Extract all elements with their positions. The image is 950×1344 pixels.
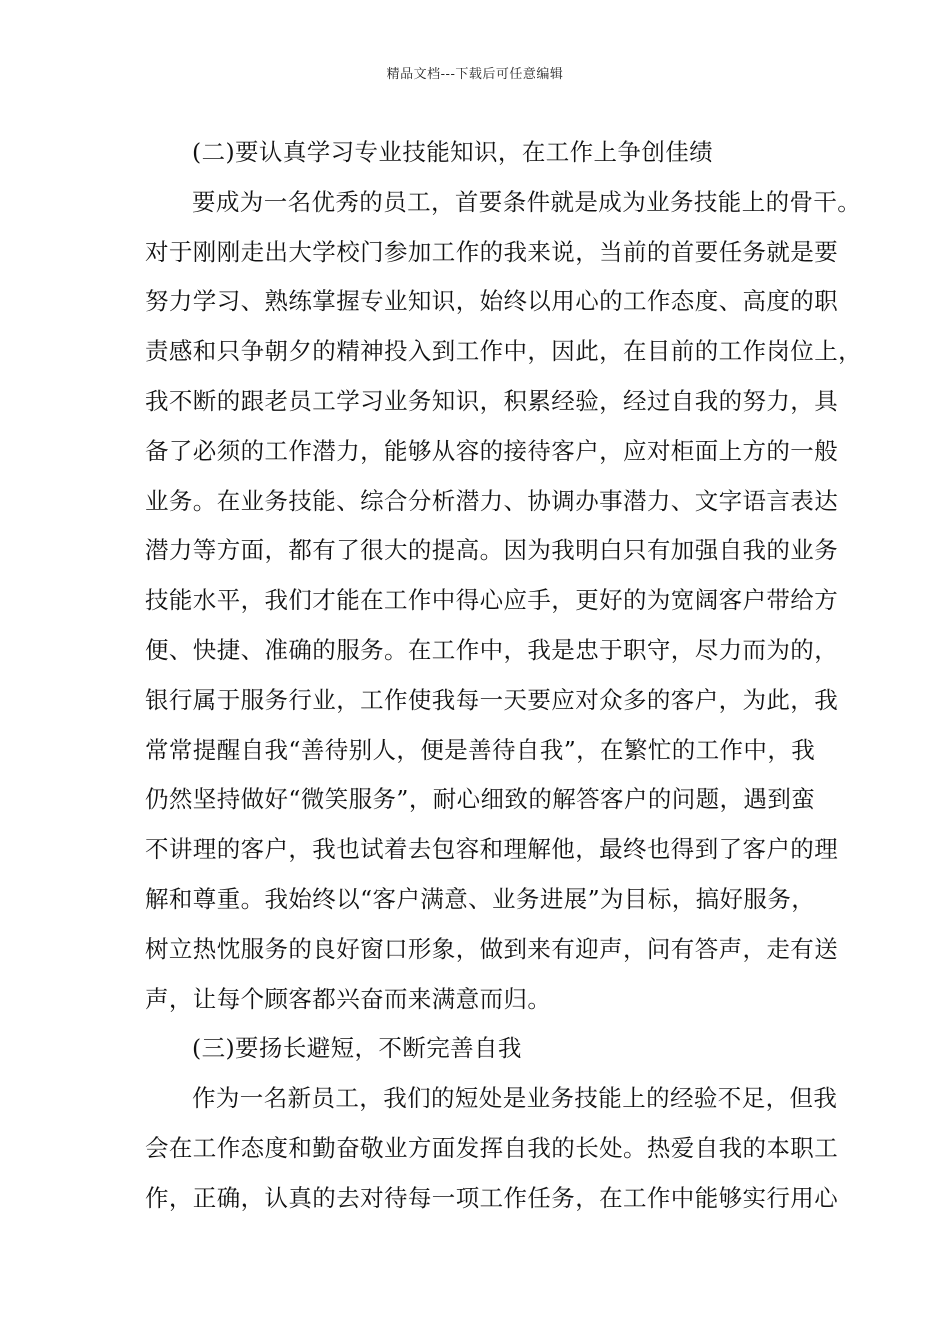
paragraph-line: 业务。在业务技能、综合分析潜力、协调办事潜力、文字语言表达 — [145, 486, 839, 515]
paragraph-line: 银行属于服务行业，工作使我每一天要应对众多的客户，为此，我 — [145, 685, 839, 714]
section-heading: (三)要扬长避短，不断完善自我 — [192, 1034, 522, 1063]
section-heading: (二)要认真学习专业技能知识，在工作上争创佳绩 — [192, 138, 714, 166]
paragraph-line: 努力学习、熟练掌握专业知识，始终以用心的工作态度、高度的职 — [145, 287, 839, 316]
paragraph-line: 对于刚刚走出大学校门参加工作的我来说，当前的首要任务就是要 — [145, 237, 839, 266]
paragraph-line: 备了必须的工作潜力，能够从容的接待客户，应对柜面上方的一般 — [145, 436, 839, 465]
paragraph-line: 便、快捷、准确的服务。在工作中，我是忠于职守，尽力而为的， — [145, 635, 839, 664]
paragraph-line: 树立热忱服务的良好窗口形象，做到来有迎声，问有答声，走有送 — [145, 934, 839, 963]
paragraph-line: 潜力等方面，都有了很大的提高。因为我明白只有加强自我的业务 — [145, 536, 839, 565]
paragraph-line: 作，正确，认真的去对待每一项工作任务，在工作中能够实行用心 — [145, 1183, 839, 1212]
page-header: 精品文档---下载后可任意编辑 — [386, 67, 564, 82]
paragraph-line: 技能水平，我们才能在工作中得心应手，更好的为宽阔客户带给方 — [145, 586, 839, 615]
paragraph-line: 不讲理的客户，我也试着去包容和理解他，最终也得到了客户的理 — [145, 835, 839, 864]
paragraph-line: 我不断的跟老员工学习业务知识，积累经验，经过自我的努力，具 — [145, 386, 839, 415]
paragraph-line: 作为一名新员工，我们的短处是业务技能上的经验不足，但我 — [192, 1084, 838, 1113]
document-body — [145, 135, 862, 1231]
paragraph-line: 声，让每个顾客都兴奋而来满意而归。 — [145, 984, 552, 1013]
paragraph-line: 仍然坚持做好“微笑服务”，耐心细致的解答客户的问题，遇到蛮 — [145, 785, 816, 814]
paragraph-line: 会在工作态度和勤奋敬业方面发挥自我的长处。热爱自我的本职工 — [145, 1133, 839, 1162]
paragraph-line: 要成为一名优秀的员工，首要条件就是成为业务技能上的骨干。 — [192, 187, 862, 216]
paragraph-line: 责感和只争朝夕的精神投入到工作中，因此，在目前的工作岗位上， — [145, 337, 862, 366]
paragraph-line: 解和尊重。我始终以“客户满意、业务进展”为目标，搞好服务， — [145, 884, 816, 913]
paragraph-line: 常常提醒自我“善待别人，便是善待自我”，在繁忙的工作中，我 — [145, 735, 816, 764]
